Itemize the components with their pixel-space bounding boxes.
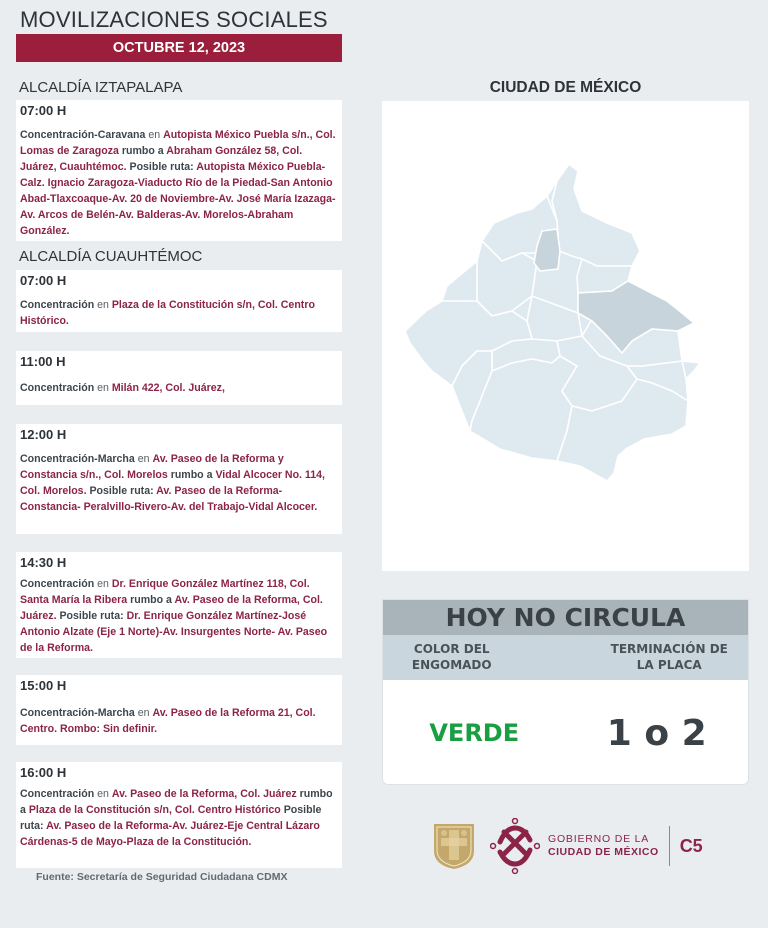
- cdmx-map: [382, 101, 749, 571]
- date-banner: OCTUBRE 12, 2023: [16, 34, 342, 62]
- event-card: [16, 270, 342, 332]
- engomado-header: COLOR DEL ENGOMADO: [411, 642, 492, 672]
- placa-value: 1 o 2: [606, 712, 707, 754]
- footer-logos: [432, 818, 703, 874]
- location-text: Autopista México Puebla-Calz. Ignacio Zaragoza-Viaducto Río de la Piedad-San Antonio Abad-Tlaxcoaque-Av. 20 de Noviembre-Av. José María Izazaga-Av. Arcos de Belén-Av. Balderas-Av. Morelos-Abraham González.: [20, 161, 336, 237]
- map-title: CIUDAD DE MÉXICO: [489, 79, 642, 96]
- event-description: [20, 576, 338, 656]
- location-text: Av. Paseo de la Reforma-Constancia- Peralvillo-Rivero-Av. del Trabajo-Vidal Alcocer.: [20, 485, 318, 513]
- event-card: [16, 100, 342, 241]
- event-text: en: [145, 129, 164, 141]
- event-description: [20, 297, 338, 329]
- page-title: MOVILIZACIONES SOCIALES: [20, 7, 328, 32]
- location-text: Vidal Alcocer No. 114, Col. Morelos.: [20, 469, 325, 497]
- location-text: Av. Paseo de la Reforma y Constancia s/n., Col. Morelos: [20, 453, 284, 481]
- event-card: [16, 762, 342, 868]
- engomado-color-value: VERDE: [429, 719, 520, 747]
- event-text: Posible ruta:: [86, 485, 157, 497]
- event-time: 14:30 H: [20, 555, 67, 570]
- c5-logo: C5: [679, 835, 703, 856]
- location-text: Plaza de la Constitución s/n, Col. Centro Histórico: [28, 804, 281, 816]
- event-card: [16, 351, 342, 405]
- event-description: [20, 786, 338, 850]
- source-note: Fuente: Secretaría de Seguridad Ciudadana CDMX: [36, 871, 288, 883]
- event-text: en: [134, 453, 153, 465]
- event-text: Concentración-Marcha: [20, 453, 135, 465]
- event-time: 16:00 H: [20, 765, 67, 780]
- location-text: Abraham González 58, Col. Juárez, Cuauhtémoc.: [20, 145, 303, 173]
- alcaldia-heading-cuauhtemoc: ALCALDÍA CUAUHTÉMOC: [19, 248, 203, 265]
- location-text: Milán 422, Col. Juárez,: [111, 382, 225, 394]
- event-text: Posible ruta:: [20, 804, 322, 832]
- gobierno-cdmx-wordmark: [548, 833, 659, 859]
- cdmx-knot-logo-icon: [490, 818, 540, 874]
- event-text: Concentración: [20, 299, 95, 311]
- alcaldia-heading-iztapalapa: ALCALDÍA IZTAPALAPA: [19, 79, 183, 96]
- event-text: Concentración: [20, 788, 95, 800]
- event-card: [16, 675, 342, 745]
- event-time: 15:00 H: [20, 678, 67, 693]
- event-text: Concentración-Marcha: [20, 707, 135, 719]
- event-text: rumbo a: [20, 788, 333, 816]
- event-text: Posible ruta:: [126, 161, 197, 173]
- event-text: en: [94, 788, 112, 800]
- location-text: Av. Paseo de la Reforma-Av. Juárez-Eje Central Lázaro Cárdenas-5 de Mayo-Plaza de la Constitución.: [20, 820, 320, 848]
- location-text: Dr. Enrique González Martínez 118, Col. Santa María la Ribera: [20, 578, 310, 606]
- logo-divider: [669, 826, 670, 866]
- placa-header: TERMINACIÓN DE LA PLACA: [610, 642, 728, 672]
- event-text: en: [94, 382, 112, 394]
- event-card: [16, 552, 342, 658]
- gob-line1: GOBIERNO DE LA: [548, 833, 650, 845]
- location-text: Av. Paseo de la Reforma, Col. Juárez.: [20, 594, 323, 622]
- event-description: [20, 705, 338, 737]
- cdmx-map-graphic: [382, 101, 749, 571]
- event-description: [20, 451, 338, 515]
- location-text: Autopista México Puebla s/n., Col. Lomas de Zaragoza: [20, 129, 336, 157]
- event-text: rumbo a: [167, 469, 216, 481]
- hoy-no-circula-headers: [383, 635, 748, 680]
- event-text: en: [134, 707, 153, 719]
- event-card: [16, 424, 342, 534]
- event-text: Posible ruta:: [56, 610, 127, 622]
- event-time: 07:00 H: [20, 273, 67, 288]
- hoy-no-circula-panel: [382, 599, 749, 785]
- event-time: 12:00 H: [20, 427, 67, 442]
- event-text: rumbo a: [118, 145, 167, 157]
- hoy-no-circula-values: [383, 680, 748, 785]
- gob-line2: CIUDAD DE MÉXICO: [548, 846, 659, 858]
- event-text: en: [94, 578, 112, 590]
- location-text: Av. Paseo de la Reforma 21, Col. Centro. Rombo: Sin definir.: [20, 707, 316, 735]
- event-description: [20, 380, 338, 396]
- location-text: Av. Paseo de la Reforma, Col. Juárez: [111, 788, 297, 800]
- cdmx-shield-icon: [432, 821, 476, 871]
- location-text: Dr. Enrique González Martínez-José Antonio Alzate (Eje 1 Norte)-Av. Insurgentes Norte- Av. Paseo de la Reforma.: [20, 610, 328, 654]
- event-time: 07:00 H: [20, 103, 67, 118]
- event-text: en: [94, 299, 112, 311]
- event-text: Concentración: [20, 578, 95, 590]
- event-text: Concentración: [20, 382, 95, 394]
- hoy-no-circula-title: HOY NO CIRCULA: [383, 600, 748, 635]
- event-time: 11:00 H: [20, 354, 66, 369]
- location-text: Plaza de la Constitución s/n, Col. Centro Histórico.: [20, 299, 315, 327]
- event-text: rumbo a: [127, 594, 175, 606]
- event-text: Concentración-Caravana: [20, 129, 146, 141]
- event-description: [20, 127, 338, 239]
